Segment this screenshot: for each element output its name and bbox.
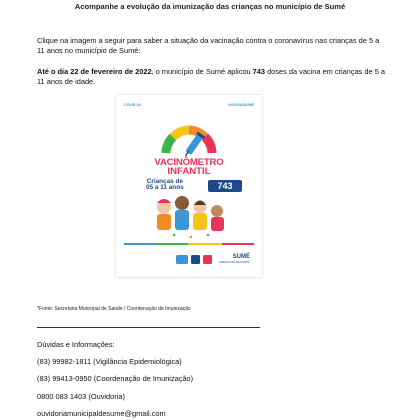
doses-count: 743 — [252, 67, 266, 76]
children-illustration — [157, 196, 224, 238]
gauge-icon — [166, 130, 212, 156]
date-text: Até o dia 22 de fevereiro de 2022 — [37, 67, 152, 76]
suffix-text: doses da vacina em crianças de 5 a 11 anos de idade. — [37, 67, 385, 87]
dose-count-badge: 743 — [208, 180, 242, 192]
age-line-1: Crianças de — [146, 178, 183, 185]
contacts-heading: Dúvidas e Informações: — [37, 340, 115, 349]
page-title: Acompanhe a evolução da imunização das crianças no município de Sumé — [74, 2, 346, 11]
hashtag: #VACINASUMÉ — [228, 103, 254, 107]
age-line-2: 05 a 11 anos — [146, 184, 184, 192]
contact-phone-imunizacao: (83) 99413-0950 (Coordenação de Imunização) — [37, 374, 194, 383]
middle-text: , o município de Sumé aplicou — [151, 67, 253, 76]
highlight-paragraph — [37, 67, 387, 87]
poster-subtitle: INFANTIL — [167, 166, 211, 177]
sume-logo-subtitle: PREFEITURA MUNICIPAL — [219, 261, 250, 264]
intro-paragraph: Clique na imagem a seguir para saber a situação da vacinação contra o coronavírus nas crianças de 5 a 11 anos no município de Sumé: — [37, 36, 380, 56]
contact-phone-ouvidoria: 0800 083 1403 (Ouvidoria) — [37, 392, 125, 401]
contact-phone-vigilancia: (83) 99982-1811 (Vigilância Epidemiológica) — [37, 357, 182, 366]
divider — [37, 327, 260, 328]
color-stripes — [124, 243, 254, 245]
vacinometro-poster-image[interactable] — [116, 95, 262, 277]
covid-tag: COVID-19 — [124, 103, 141, 107]
age-range-label — [146, 179, 184, 191]
source-note: *Fonte: Secretaria Municipal de Saúde / Coordenação de Imunização — [37, 306, 191, 312]
contact-email[interactable]: ouvidoriamunicipaldesume@gmail.com — [37, 409, 166, 418]
poster-title: VACINÔMETRO — [154, 157, 224, 168]
sume-logo: SUMÉ — [232, 254, 250, 260]
footer-logos — [176, 255, 212, 264]
